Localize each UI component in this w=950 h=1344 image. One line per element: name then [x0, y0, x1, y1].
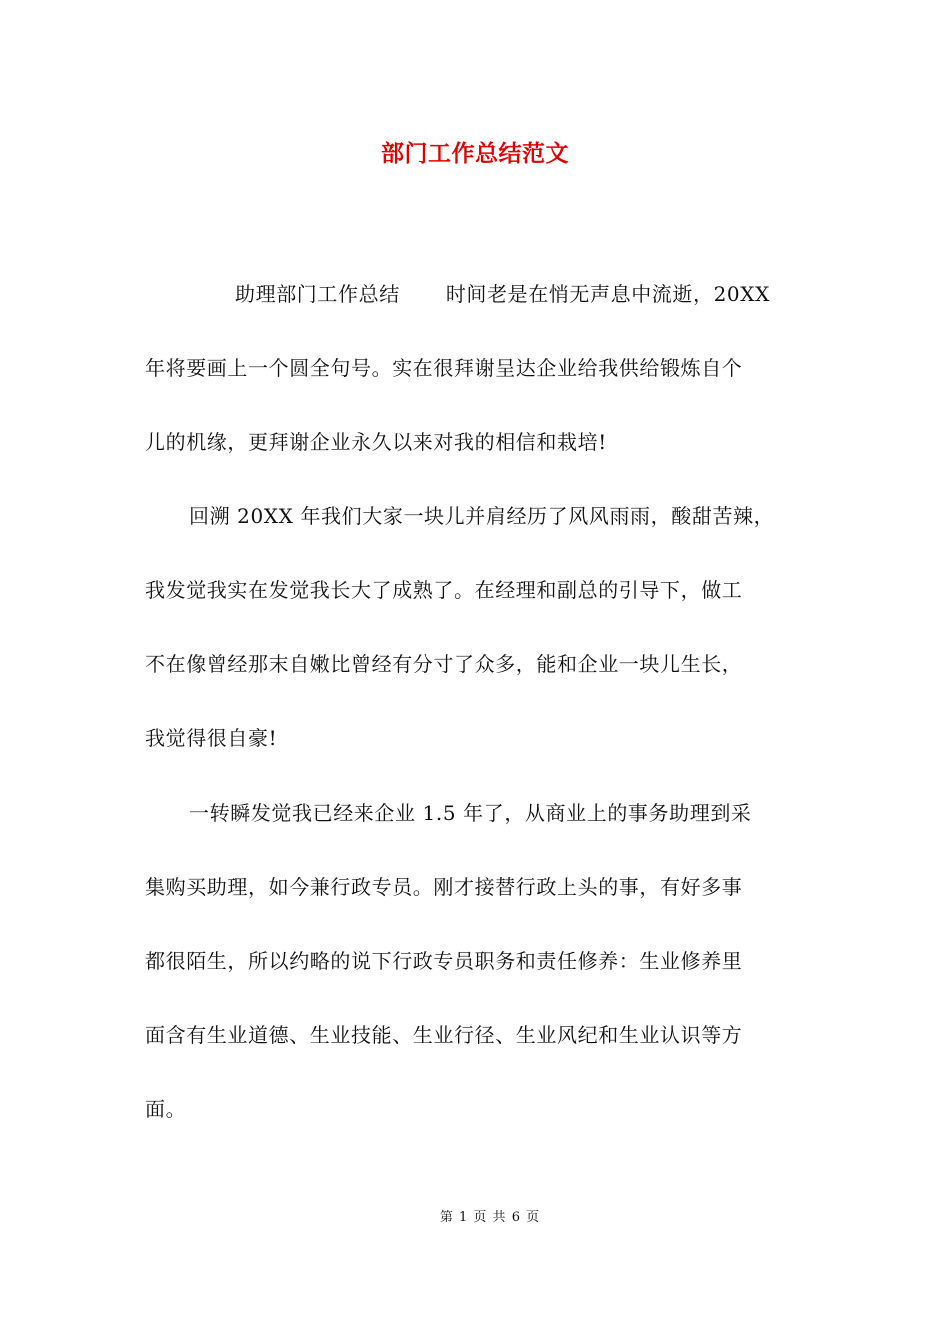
body-line-8: 一转瞬发觉我已经来企业 1.5 年了，从商业上的事务助理到采	[189, 801, 752, 825]
body-line-10: 都很陌生，所以约略的说下行政专员职务和责任修养：生业修养里	[145, 949, 743, 973]
body-line-1	[145, 276, 905, 312]
body-line-11: 面含有生业道德、生业技能、生业行径、生业风纪和生业认识等方	[145, 1023, 743, 1047]
page-number: 第 1 页 共 6 页	[439, 1210, 541, 1225]
body-line-9: 集购买助理，如今兼行政专员。刚才接替行政上头的事，有好多事	[145, 875, 743, 899]
body-line-5: 我发觉我实在发觉我长大了成熟了。在经理和副总的引导下，做工	[145, 578, 743, 602]
body-line-7: 我觉得很自豪!	[145, 726, 278, 750]
body-line-12: 面。	[145, 1097, 187, 1121]
section-heading: 助理部门工作总结	[235, 282, 400, 306]
body-text: 时间老是在悄无声息中流逝，20XX	[445, 282, 770, 306]
body-line-6: 不在像曾经那末自嫩比曾经有分寸了众多，能和企业一块儿生长，	[145, 652, 743, 676]
body-line-4: 回溯 20XX 年我们大家一块儿并肩经历了风风雨雨，酸甜苦辣，	[189, 504, 775, 528]
body-line-3: 儿的机缘，更拜谢企业永久以来对我的相信和栽培!	[145, 430, 607, 454]
document-title: 部门工作总结范文	[381, 140, 569, 167]
body-line-2: 年将要画上一个圆全句号。实在很拜谢呈达企业给我供给锻炼自个	[145, 356, 743, 380]
